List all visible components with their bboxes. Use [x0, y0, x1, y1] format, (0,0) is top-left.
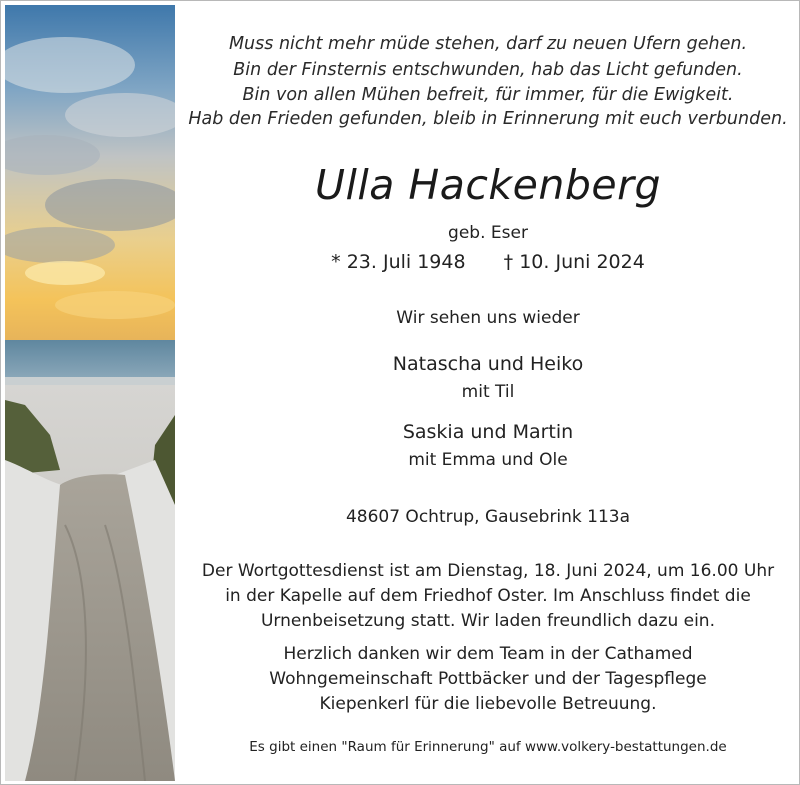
service-info-line: Urnenbeisetzung statt. Wir laden freundlich dazu ein. — [260, 611, 715, 631]
poem-line: Bin von allen Mühen befreit, für immer, für die Ewigkeit. — [242, 85, 734, 105]
deceased-name: Ulla Hackenberg — [314, 161, 662, 209]
poem-line: Muss nicht mehr müde stehen, darf zu neuen Ufern gehen. — [228, 34, 748, 54]
memorial-website-note: Es gibt einen "Raum für Erinnerung" auf www.volkery-bestattungen.de — [249, 739, 727, 755]
life-dates — [179, 251, 797, 273]
service-info-line: Der Wortgottesdienst ist am Dienstag, 18. Juni 2024, um 16.00 Uhr — [201, 561, 775, 581]
beach-path-illustration — [5, 5, 175, 781]
poem-line: Hab den Frieden gefunden, bleib in Erinnerung mit euch verbunden. — [188, 109, 788, 129]
birth-date: * 23. Juli 1948 — [331, 251, 466, 273]
thanks-line: Kiepenkerl für die liebevolle Betreuung. — [319, 694, 657, 714]
farewell-text: Wir sehen uns wieder — [396, 308, 580, 328]
mourner-children: mit Til — [461, 382, 515, 402]
death-date: † 10. Juni 2024 — [503, 251, 645, 273]
mourner-names: Saskia und Martin — [402, 421, 574, 443]
service-info-line: in der Kapelle auf dem Friedhof Oster. Im Anschluss findet die — [225, 586, 751, 606]
beach-sunset-photo — [5, 5, 175, 781]
birth-name: geb. Eser — [448, 223, 528, 243]
obituary-text — [179, 1, 797, 784]
thanks-line: Wohngemeinschaft Pottbäcker und der Tagespflege — [269, 669, 707, 689]
thanks-line: Herzlich danken wir dem Team in der Cathamed — [283, 644, 693, 664]
poem-line: Bin der Finsternis entschwunden, hab das Licht gefunden. — [233, 60, 743, 80]
mourner-children: mit Emma und Ole — [408, 450, 568, 470]
family-address: 48607 Ochtrup, Gausebrink 113a — [345, 507, 631, 527]
mourner-names: Natascha und Heiko — [392, 353, 584, 375]
